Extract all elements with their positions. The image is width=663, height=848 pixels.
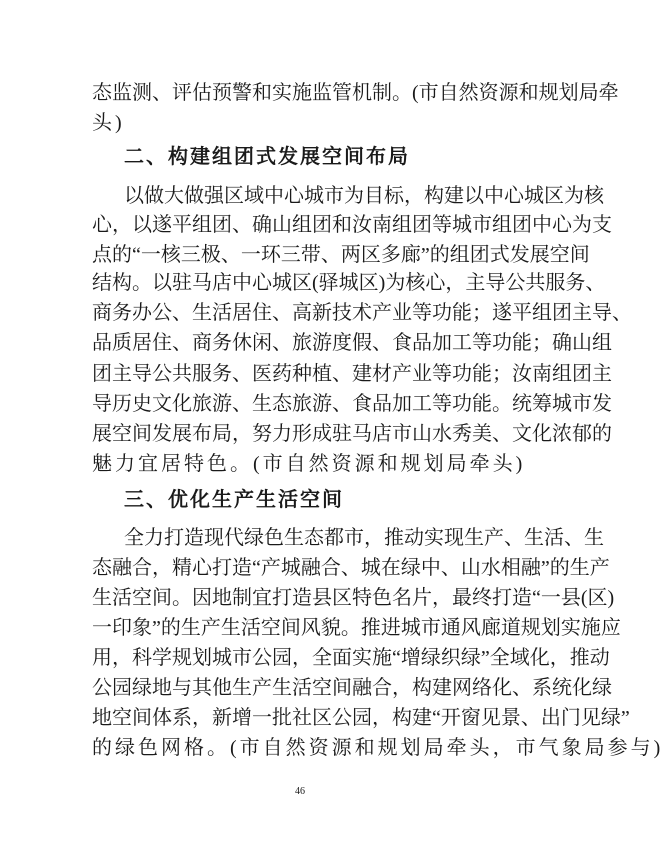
paragraph-line: 生活空间。因地制宜打造县区特色名片，最终打造“一县(区) (92, 587, 615, 609)
section-heading: 二、构建组团式发展空间布局 (124, 146, 410, 168)
paragraph-line: 用，科学规划城市公园，全面实施“增绿织绿”全域化，推动 (92, 647, 610, 669)
paragraph-line: 品质居住、商务休闲、旅游度假、食品加工等功能；确山组 (92, 332, 612, 354)
section-heading: 三、优化生产生活空间 (124, 489, 344, 511)
paragraph-line: 全力打造现代绿色生态都市，推动实现生产、生活、生 (124, 527, 604, 549)
intro-line: 态监测、评估预警和实施监管机制。(市自然资源和规划局牵 (92, 82, 619, 104)
paragraph-line: 的绿色网格。(市自然资源和规划局牵头，市气象局参与) (92, 737, 663, 759)
paragraph-line: 团主导公共服务、医药种植、建材产业等功能；汝南组团主 (92, 363, 612, 385)
paragraph-line: 结构。以驻马店中心城区(驿城区)为核心，主导公共服务、 (92, 272, 606, 294)
paragraph-line: 商务办公、生活居住、高新技术产业等功能；遂平组团主导、 (92, 302, 632, 324)
paragraph-line: 一印象”的生产生活空间风貌。推进城市通风廊道规划实施应 (92, 617, 621, 639)
paragraph-line: 态融合，精心打造“产城融合、城在绿中、山水相融”的生产 (92, 557, 610, 579)
paragraph-line: 以做大做强区域中心城市为目标，构建以中心城区为核 (124, 185, 604, 207)
paragraph-line: 展空间发展布局，努力形成驻马店市山水秀美、文化浓郁的 (92, 423, 612, 445)
intro-line: 头) (92, 112, 125, 134)
paragraph-line: 魅力宜居特色。(市自然资源和规划局牵头) (92, 453, 526, 475)
page-number: 46 (295, 786, 305, 797)
paragraph-line: 点的“一核三极、一环三带、两区多廊”的组团式发展空间 (92, 244, 590, 266)
paragraph-line: 公园绿地与其他生产生活空间融合，构建网络化、系统化绿 (92, 677, 612, 699)
paragraph-line: 地空间体系，新增一批社区公园，构建“开窗见景、出门见绿” (92, 707, 630, 729)
paragraph-line: 导历史文化旅游、生态旅游、食品加工等功能。统筹城市发 (92, 393, 612, 415)
paragraph-line: 心，以遂平组团、确山组团和汝南组团等城市组团中心为支 (92, 214, 612, 236)
